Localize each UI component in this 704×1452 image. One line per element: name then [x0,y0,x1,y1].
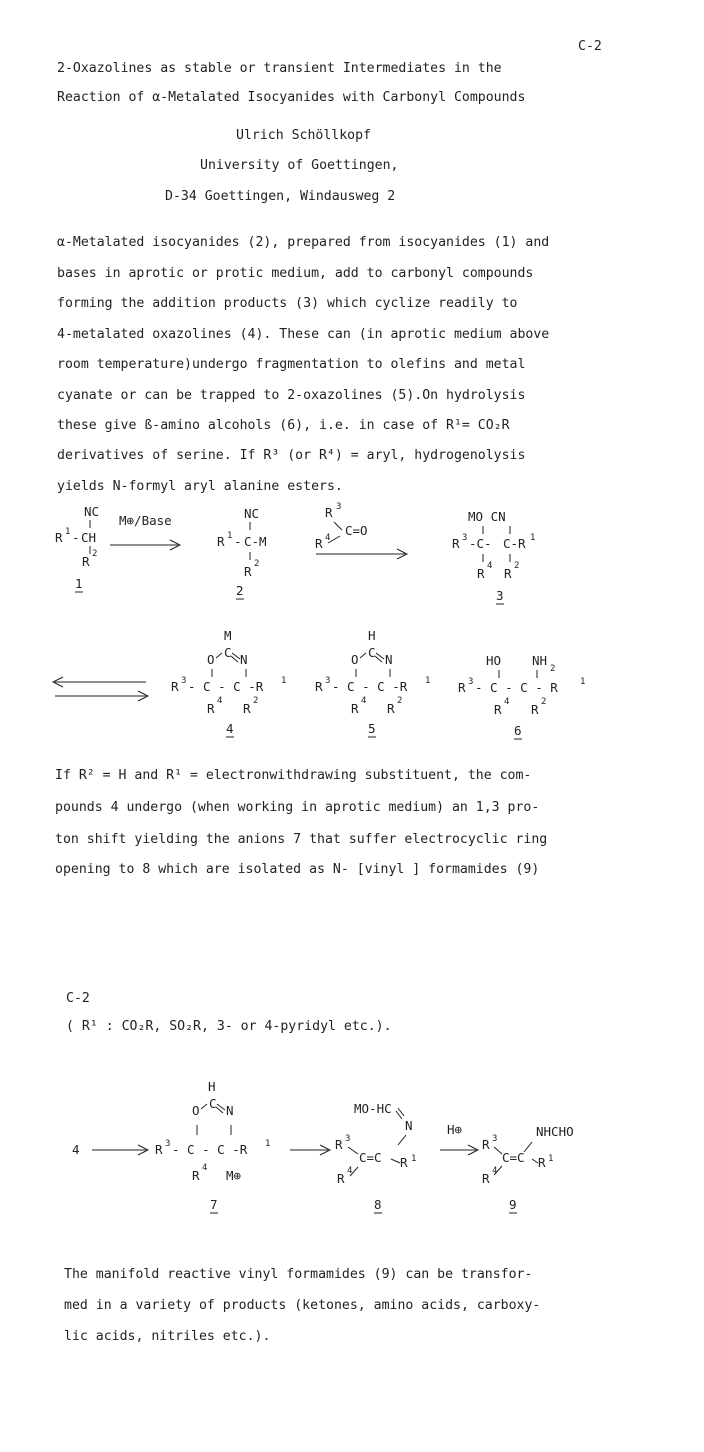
r3-carbonyl: R [325,505,333,520]
r1-sup-4: 1 [281,676,287,686]
r1-group-8: R [400,1155,408,1170]
carbonyl-group: C=O [345,523,368,538]
mo-hc-group-8: MO-HC [354,1101,392,1116]
r2-sup-2: 2 [254,559,260,569]
metal-atom-4: M [224,628,232,643]
scheme-2-oxazolines [0,625,704,743]
r1-sup-2: 1 [227,531,233,541]
r3-group-8: R [335,1137,343,1152]
svg-text:-: - [234,534,242,549]
r3-sup-5: 3 [325,676,331,686]
metal-carbon: C-M [244,534,267,549]
abstract-line-5: room temperature)undergo fragmentation to olefins and metal [57,357,526,372]
compound-label-5: 5 [368,721,376,736]
r1-group-1: R [55,530,63,545]
page-id: C-2 [578,39,602,54]
r3-sup-3: 3 [462,533,468,543]
r3-sup-6: 3 [468,677,474,687]
oxygen-4: O [207,652,215,667]
r2-sup-1: 2 [92,549,98,559]
r3-sup-7: 3 [165,1139,171,1149]
abstract-line-9: yields N-formyl aryl alanine esters. [57,479,343,494]
r1-substituent-note: ( R¹ : CO₂R, SO₂R, 3- or 4-pyridyl etc.). [66,1019,392,1034]
nc-group-1: NC [84,504,100,519]
c4-atom-4: - C - C -R [188,679,264,694]
closing-line-1: The manifold reactive vinyl formamides (9) can be transfor- [64,1267,533,1282]
abstract-line-8: derivatives of serine. If R³ (or R⁴) = aryl, hydrogenolysis [57,448,526,463]
r3-group-6: R [458,680,466,695]
oxygen-5: O [351,652,359,667]
scheme-1-reaction [0,500,704,608]
r2-sup-4: 2 [253,696,259,706]
compound-label-3: 3 [496,588,504,603]
r4-group-5: R [351,701,359,716]
ring-carbon-4: C [224,645,232,660]
r4-group-3: R [477,566,485,581]
r3-group-7: R [155,1142,163,1157]
r1-sup-3: 1 [530,533,536,543]
r4-group-7: R [192,1168,200,1183]
r2-group-2: R [244,564,252,579]
paragraph2-line-2: pounds 4 undergo (when working in aprotic medium) an 1,3 pro- [55,800,540,815]
abstract-line-3: forming the addition products (3) which cyclize readily to [57,296,518,311]
author-name: Ulrich Schöllkopf [236,128,371,143]
r1-group-2: R [217,534,225,549]
address: D-34 Goettingen, Windausweg 2 [165,189,396,204]
r2-group-3: R [504,566,512,581]
oxygen-7: O [192,1103,200,1118]
r4-group-8: R [337,1171,345,1186]
compound-label-6: 6 [514,723,522,738]
r4-group-9: R [482,1171,490,1186]
r3-group-4: R [171,679,179,694]
r3-sup-4: 3 [181,676,187,686]
r2-sup-3: 2 [514,561,520,571]
nitrogen-4: N [240,652,248,667]
r1-sup-5: 1 [425,676,431,686]
paper-title-line-2: Reaction of α-Metalated Isocyanides with Carbonyl Compounds [57,90,526,105]
r2-group-6: R [531,702,539,717]
r3-group-5: R [315,679,323,694]
r3-group-3: R [452,536,460,551]
mo-cn-groups: MO CN [468,509,506,524]
r4-sup-4: 4 [217,696,223,706]
r2-sup-5: 2 [397,696,403,706]
nitrogen-8: N [405,1118,413,1133]
ch-atom: CH [81,530,97,545]
amino-sub-6: 2 [550,664,556,674]
r2-group-5: R [387,701,395,716]
r1-sup-6: 1 [580,677,586,687]
r2-sup-6: 2 [541,697,547,707]
start-compound-4: 4 [72,1142,80,1157]
nc-group-2: NC [244,506,260,521]
r4-carbonyl: R [315,536,323,551]
svg-text:-: - [72,530,80,545]
r2-group-1: R [82,554,90,569]
alkene-8: C=C [359,1150,382,1165]
compound-label-8: 8 [374,1197,382,1212]
abstract-line-1: α-Metalated isocyanides (2), prepared from isocyanides (1) and [57,235,550,250]
r2-group-4: R [243,701,251,716]
proton-reagent: H⊕ [447,1122,463,1137]
abstract-line-6: cyanate or can be trapped to 2-oxazolines (5).On hydrolysis [57,388,526,403]
r3-sup-carbonyl: 3 [336,502,342,512]
nitrogen-7: N [226,1103,234,1118]
amino-group-6: NH [532,653,548,668]
svg-text:- C - C -R: - C - C -R [332,679,408,694]
r4-sup-8: 4 [347,1166,353,1176]
closing-line-2: med in a variety of products (ketones, amino acids, carboxy- [64,1298,541,1313]
scheme-3-ring-opening [0,1075,704,1215]
page-id-repeat: C-2 [66,991,90,1006]
svg-text:- C - C -R: - C - C -R [172,1142,248,1157]
r4-sup-9: 4 [492,1166,498,1176]
r4-sup-carbonyl: 4 [325,533,331,543]
paragraph2-line-1: If R² = H and R¹ = electronwithdrawing substituent, the com- [55,768,532,783]
r3-sup-8: 3 [345,1134,351,1144]
abstract-line-7: these give ß-amino alcohols (6), i.e. in case of R¹= CO₂R [57,418,510,433]
r4-group-6: R [494,702,502,717]
reagent-base: M⊕/Base [119,513,172,528]
r4-sup-3: 4 [487,561,493,571]
compound-label-1: 1 [75,576,83,591]
r1-sup-8: 1 [411,1154,417,1164]
compound-label-7: 7 [210,1197,218,1212]
r1-sup-1: 1 [65,527,71,537]
r1-sup-9: 1 [548,1154,554,1164]
alkene-9: C=C [502,1150,525,1165]
r4-group-4: R [207,701,215,716]
affiliation: University of Goettingen, [200,158,399,173]
r4-sup-6: 4 [504,697,510,707]
compound-label-9: 9 [509,1197,517,1212]
compound-label-2: 2 [236,583,244,598]
r3-sup-9: 3 [492,1134,498,1144]
abstract-line-4: 4-metalated oxazolines (4). These can (in aprotic medium above [57,327,550,342]
r1-group-9: R [538,1155,546,1170]
ring-carbon-7: C [209,1096,217,1111]
compound-label-4: 4 [226,721,234,736]
paragraph2-line-4: opening to 8 which are isolated as N- [vinyl ] formamides (9) [55,862,540,877]
abstract-line-2: bases in aprotic or protic medium, add to carbonyl compounds [57,266,534,281]
metal-cation-7: M⊕ [226,1168,242,1183]
r3-group-9: R [482,1137,490,1152]
svg-text:- C - C - R: - C - C - R [475,680,558,695]
hydroxy-group-6: HO [486,653,502,668]
paper-title-line-1: 2-Oxazolines as stable or transient Intermediates in the [57,61,502,76]
ring-carbon-5: C [368,645,376,660]
paragraph2-line-3: ton shift yielding the anions 7 that suffer electrocyclic ring [55,832,548,847]
hydrogen-atom-7: H [208,1079,216,1094]
r4-sup-5: 4 [361,696,367,706]
svg-text:C-R: C-R [503,536,526,551]
nhcho-group-9: NHCHO [536,1124,574,1139]
nitrogen-5: N [385,652,393,667]
svg-text:-C-: -C- [469,536,492,551]
hydrogen-atom-5: H [368,628,376,643]
closing-line-3: lic acids, nitriles etc.). [64,1329,271,1344]
r4-sup-7: 4 [202,1163,208,1173]
r1-sup-7: 1 [265,1139,271,1149]
